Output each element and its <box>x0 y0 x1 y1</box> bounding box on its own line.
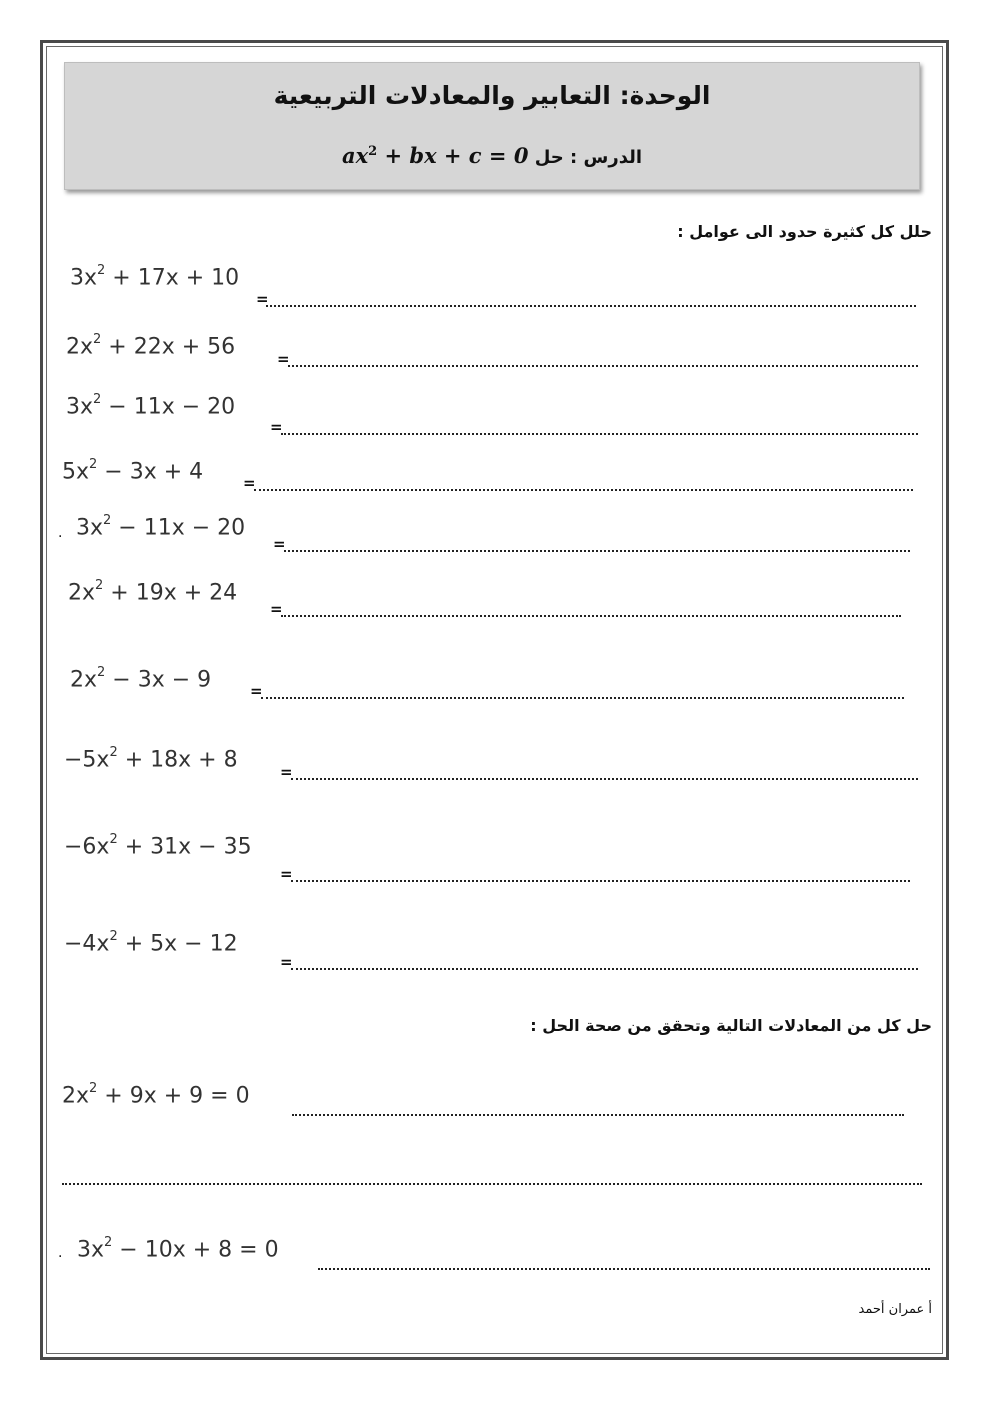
factor-expression-6: $2x^2 + 19x + 24$ <box>68 578 238 606</box>
equation-1: $2x^2 + 9x + 9 = 0$ <box>62 1081 250 1109</box>
equals-sign: = <box>280 763 293 781</box>
factor-expression-3: $3x^2 - 11x - 20$ <box>66 392 236 420</box>
factor-expression-1: $3x^2 + 17x + 10$ <box>70 263 240 291</box>
answer-line-4[interactable] <box>254 479 913 491</box>
author-signature: أ عمران أحمد <box>858 1302 932 1317</box>
lesson-title <box>65 143 919 168</box>
page-border-inner <box>46 46 943 1354</box>
equals-sign: = <box>270 600 283 618</box>
equals-sign: = <box>273 535 286 553</box>
answer-line-5[interactable] <box>284 540 910 552</box>
title-banner <box>64 62 920 190</box>
equals-sign: = <box>256 290 269 308</box>
factor-expression-5: $3x^2 - 11x - 20$ <box>76 513 246 541</box>
factor-expression-4: $5x^2 - 3x + 4$ <box>62 457 204 485</box>
answer-line-8[interactable] <box>291 768 918 780</box>
lesson-equation: $ax^2$ + bx + c = 0 <box>341 143 529 168</box>
answer-line-10[interactable] <box>291 958 918 970</box>
answer-line-3[interactable] <box>281 423 918 435</box>
solution-line-3[interactable] <box>318 1258 930 1270</box>
equals-sign: = <box>280 953 293 971</box>
answer-line-1[interactable] <box>266 295 916 307</box>
factor-expression-7: $2x^2 - 3x - 9$ <box>70 665 212 693</box>
row-marker: . <box>58 525 63 541</box>
answer-line-2[interactable] <box>288 355 918 367</box>
solution-line-2[interactable] <box>62 1173 922 1185</box>
equation-2: $3x^2 - 10x + 8 = 0$ <box>77 1235 279 1263</box>
equals-sign: = <box>250 682 263 700</box>
factor-expression-2: $2x^2 + 22x + 56$ <box>66 332 236 360</box>
factor-expression-10: $-4x^2 + 5x - 12$ <box>64 929 238 957</box>
solution-line-1[interactable] <box>292 1104 904 1116</box>
factor-expression-9: $-6x^2 + 31x - 35$ <box>64 832 252 860</box>
lesson-label: الدرس : حل <box>534 147 643 168</box>
unit-title: الوحدة: التعابير والمعادلات التربيعية <box>273 81 711 110</box>
row-marker: . <box>58 1245 63 1261</box>
answer-line-6[interactable] <box>281 605 901 617</box>
equals-sign: = <box>280 865 293 883</box>
answer-line-7[interactable] <box>261 687 904 699</box>
section1-instruction: حلل كل كثيرة حدود الى عوامل : <box>677 222 932 241</box>
answer-line-9[interactable] <box>291 870 910 882</box>
equals-sign: = <box>277 350 290 368</box>
section2-instruction: حل كل من المعادلات التالية وتحقق من صحة الحل : <box>530 1016 932 1035</box>
equals-sign: = <box>243 474 256 492</box>
factor-expression-8: $-5x^2 + 18x + 8$ <box>64 745 238 773</box>
equals-sign: = <box>270 418 283 436</box>
